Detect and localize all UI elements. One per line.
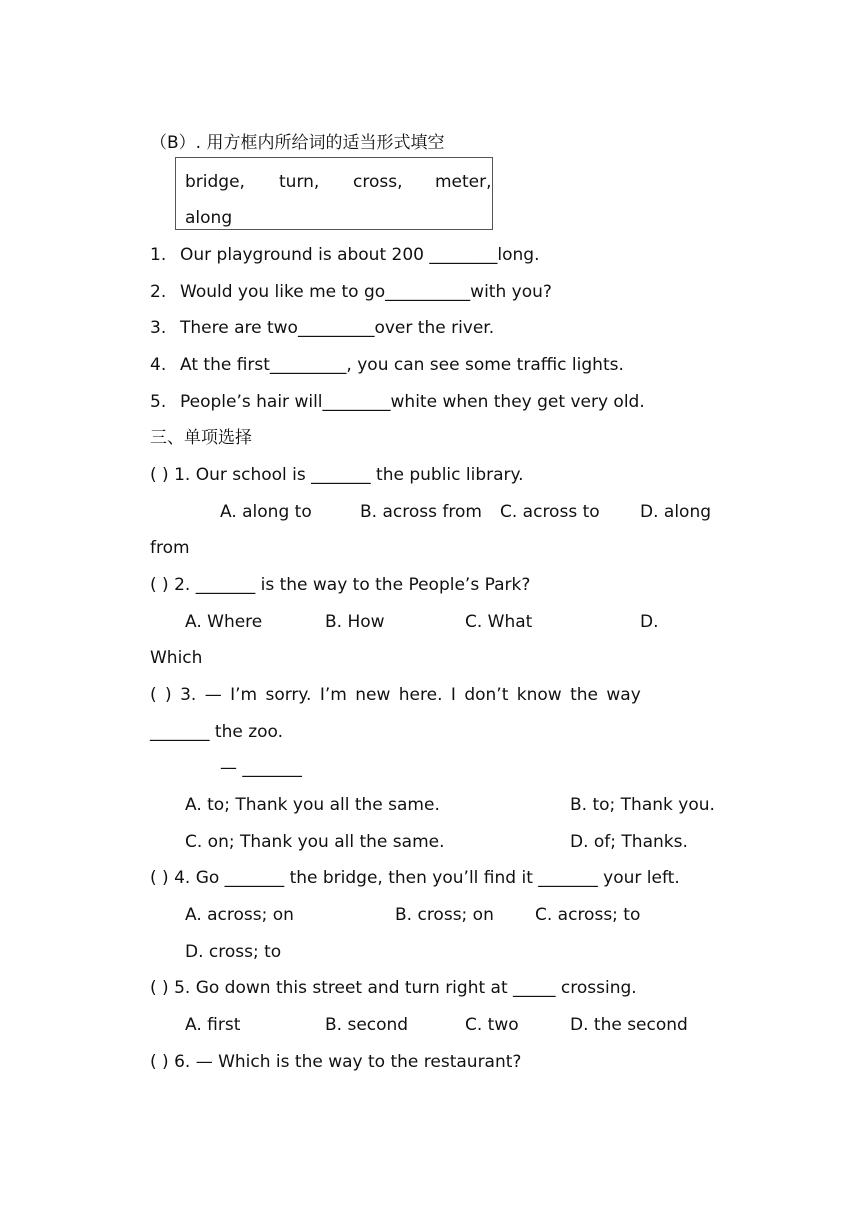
fill-blank-item bbox=[150, 280, 552, 304]
option-b: B. to; Thank you. bbox=[570, 795, 715, 815]
option-a: A. across; on bbox=[185, 905, 294, 925]
item-text: People’s hair will________white when they get very old. bbox=[180, 392, 645, 412]
section-3-heading: 三、单项选择 bbox=[150, 428, 252, 448]
dialogue-reply: — _______ bbox=[220, 758, 302, 778]
item-text: There are two_________over the river. bbox=[180, 318, 495, 338]
option-c: C. across; to bbox=[535, 905, 641, 925]
option-b: B. How bbox=[325, 612, 385, 632]
word-box-item: cross, bbox=[353, 172, 403, 192]
option-a: A. along to bbox=[220, 502, 312, 522]
option-d: D. bbox=[640, 612, 659, 632]
section-b-heading: （B）. 用方框内所给词的适当形式填空 bbox=[150, 133, 445, 153]
option-a: A. Where bbox=[185, 612, 263, 632]
item-text: Our playground is about 200 ________long. bbox=[180, 245, 540, 265]
option-d: D. the second bbox=[570, 1015, 688, 1035]
question-stem: ( ) 2. _______ is the way to the People’s Park? bbox=[150, 575, 531, 595]
item-number: 2. bbox=[150, 282, 167, 302]
item-number: 4. bbox=[150, 355, 167, 375]
option-d: D. of; Thanks. bbox=[570, 832, 688, 852]
option-b: B. cross; on bbox=[395, 905, 494, 925]
option-d: D. cross; to bbox=[185, 942, 282, 962]
word-box-item: bridge, bbox=[185, 172, 245, 192]
option-c: C. two bbox=[465, 1015, 519, 1035]
option-d: D. along bbox=[640, 502, 712, 522]
question-stem: ( ) 3. — I’m sorry. I’m new here. I don’t know the way bbox=[150, 685, 641, 705]
word-box-item: turn, bbox=[279, 172, 320, 192]
option-b: B. across from bbox=[360, 502, 482, 522]
question-stem: ( ) 4. Go _______ the bridge, then you’ll find it _______ your left. bbox=[150, 868, 680, 888]
question-stem: ( ) 5. Go down this street and turn right at _____ crossing. bbox=[150, 978, 637, 998]
option-a: A. to; Thank you all the same. bbox=[185, 795, 440, 815]
item-text: Would you like me to go__________with you? bbox=[180, 282, 552, 302]
option-d-wrap: from bbox=[150, 538, 190, 558]
option-a: A. first bbox=[185, 1015, 241, 1035]
question-stem-continued: _______ the zoo. bbox=[150, 722, 284, 742]
item-number: 5. bbox=[150, 392, 167, 412]
option-c: C. What bbox=[465, 612, 533, 632]
option-b: B. second bbox=[325, 1015, 409, 1035]
fill-blank-item bbox=[150, 316, 495, 340]
fill-blank-item bbox=[150, 390, 645, 414]
option-c: C. across to bbox=[500, 502, 600, 522]
word-box-item: meter, bbox=[435, 172, 492, 192]
item-text: At the first_________, you can see some traffic lights. bbox=[180, 355, 624, 375]
fill-blank-item bbox=[150, 353, 624, 377]
option-d-wrap: Which bbox=[150, 648, 203, 668]
question-stem: ( ) 1. Our school is _______ the public library. bbox=[150, 465, 524, 485]
question-stem: ( ) 6. — Which is the way to the restaurant? bbox=[150, 1052, 522, 1072]
item-number: 1. bbox=[150, 245, 167, 265]
word-box bbox=[175, 157, 493, 230]
item-number: 3. bbox=[150, 318, 167, 338]
option-c: C. on; Thank you all the same. bbox=[185, 832, 445, 852]
word-box-item: along bbox=[185, 208, 233, 228]
fill-blank-item bbox=[150, 243, 540, 267]
